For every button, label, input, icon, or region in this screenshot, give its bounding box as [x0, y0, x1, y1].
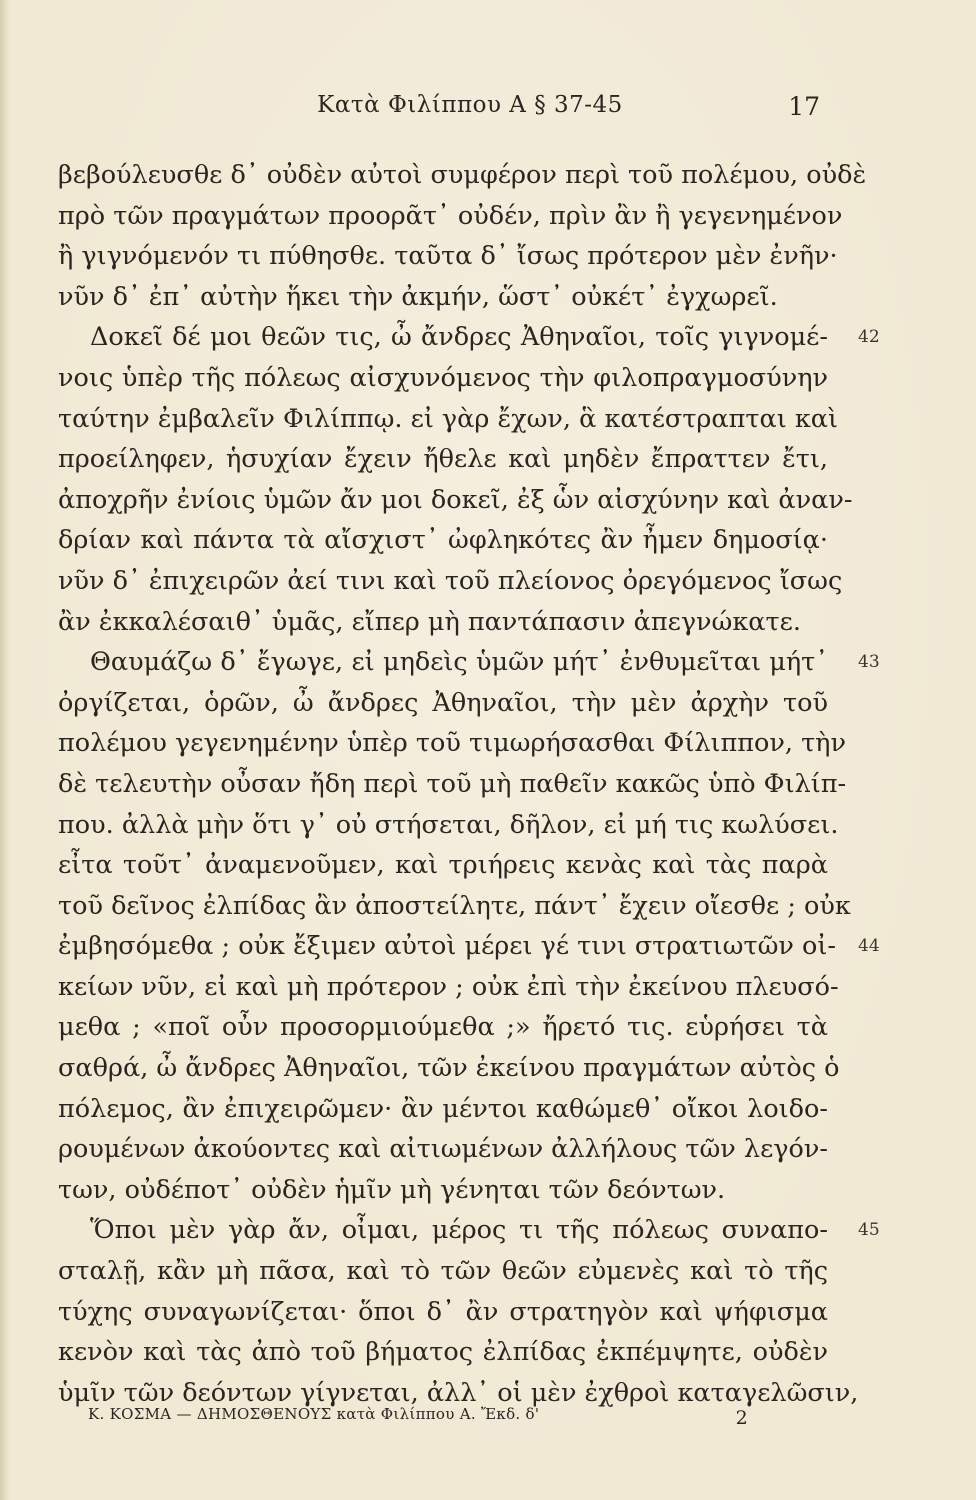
text-line: τοῦ δεῖνος ἐλπίδας ἂν ἀποστείλητε, πάντ᾿ ἔχειν οἴεσθε ; οὐκ	[58, 890, 851, 921]
text-line-content: Ὅποι μὲν γὰρ ἄν, οἶμαι, μέρος τι τῆς πόλεως συναπο-	[90, 1215, 828, 1246]
text-line: κείων νῦν, εἰ καὶ μὴ πρότερον ; οὐκ ἐπὶ τὴν ἐκείνου πλευσό-	[58, 971, 839, 1002]
text-line	[58, 317, 880, 358]
section-number-42: 42	[858, 327, 880, 348]
text-line: εἶτα τοῦτ᾿ ἀναμενοῦμεν, καὶ τριήρεις κενὰς καὶ τὰς παρὰ	[58, 850, 828, 881]
text-line: νῦν δ᾿ ἐπ᾿ αὐτὴν ἥκει τὴν ἀκμήν, ὥστ᾿ οὐκέτ᾿ ἐγχωρεῖ.	[58, 281, 778, 312]
section-number-43: 43	[858, 652, 880, 673]
text-line: δὲ τελευτὴν οὖσαν ἤδη περὶ τοῦ μὴ παθεῖν κακῶς ὑπὸ Φιλίπ-	[58, 768, 847, 799]
text-line: προείληφεν, ἡσυχίαν ἔχειν ἤθελε καὶ μηδὲν ἔπραττεν ἔτι,	[58, 444, 828, 475]
text-line: τύχης συναγωνίζεται· ὅποι δ᾿ ἂν στρατηγὸν καὶ ψήφισμα	[58, 1296, 828, 1327]
footer-imprint: Κ. ΚΟΣΜΑ — ΔΗΜΟΣΘΕΝΟΥΣ κατὰ Φιλίππου Α. Ἔκδ. δ'	[88, 1405, 540, 1423]
text-block	[58, 155, 880, 1413]
text-line: μεθα ; «ποῖ οὖν προσορμιούμεθα ;» ἤρετό τις. εὑρήσει τὰ	[58, 1012, 828, 1043]
text-line: που. ἀλλὰ μὴν ὅτι γ᾿ οὐ στήσεται, δῆλον, εἰ μή τις κωλύσει.	[58, 809, 839, 840]
text-line-content: Θαυμάζω δ᾿ ἔγωγε, εἰ μηδεὶς ὑμῶν μήτ᾿ ἐνθυμεῖται μήτ᾿	[90, 647, 828, 678]
text-line: ὀργίζεται, ὁρῶν, ὦ ἄνδρες Ἀθηναῖοι, τὴν μὲν ἀρχὴν τοῦ	[58, 687, 828, 718]
text-line: σαθρά, ὦ ἄνδρες Ἀθηναῖοι, τῶν ἐκείνου πραγμάτων αὐτὸς ὁ	[58, 1053, 840, 1084]
text-line: πόλεμος, ἂν ἐπιχειρῶμεν· ἂν μέντοι καθώμεθ᾿ οἴκοι λοιδο-	[58, 1093, 828, 1124]
text-line-content: ἐμβησόμεθα ; οὐκ ἔξιμεν αὐτοὶ μέρει γέ τινι στρατιωτῶν οἰ-	[58, 931, 836, 962]
signature-mark: 2	[735, 1407, 748, 1429]
running-title: Κατὰ Φιλίππου Α § 37-45	[317, 92, 623, 118]
text-line: ταύτην ἐμβαλεῖν Φιλίππῳ. εἰ γὰρ ἔχων, ἃ κατέστραπται καὶ	[58, 403, 838, 434]
text-line: πρὸ τῶν πραγμάτων προορᾶτ᾿ οὐδέν, πρὶν ἂν ἢ γεγενημένον	[58, 200, 843, 231]
text-line: ὑμῖν τῶν δεόντων γίγνεται, ἀλλ᾿ οἱ μὲν ἐχθροὶ καταγελῶσιν,	[58, 1377, 859, 1408]
text-line: ἀποχρῆν ἐνίοις ὑμῶν ἄν μοι δοκεῖ, ἐξ ὧν αἰσχύνην καὶ ἀναν-	[58, 484, 853, 515]
text-line: σταλῇ, κἂν μὴ πᾶσα, καὶ τὸ τῶν θεῶν εὐμενὲς καὶ τὸ τῆς	[58, 1256, 828, 1287]
binding-edge	[0, 0, 10, 1500]
text-line	[58, 1210, 880, 1251]
text-line: ἂν ἐκκαλέσαιθ᾿ ὑμᾶς, εἴπερ μὴ παντάπασιν ἀπεγνώκατε.	[58, 606, 801, 637]
text-line: δρίαν καὶ πάντα τὰ αἴσχιστ᾿ ὠφληκότες ἂν ἦμεν δημοσίᾳ·	[58, 525, 828, 556]
footer	[88, 1405, 828, 1435]
text-line: πολέμου γεγενημένην ὑπὲρ τοῦ τιμωρήσασθαι Φίλιππον, τὴν	[58, 728, 846, 759]
text-line: ρουμένων ἀκούοντες καὶ αἰτιωμένων ἀλλήλους τῶν λεγόν-	[58, 1134, 828, 1165]
text-line: των, οὐδέποτ᾿ οὐδὲν ἡμῖν μὴ γένηται τῶν δεόντων.	[58, 1174, 726, 1205]
section-number-44: 44	[858, 936, 880, 957]
text-line	[58, 926, 880, 967]
text-line	[58, 642, 880, 683]
text-line-content: Δοκεῖ δέ μοι θεῶν τις, ὦ ἄνδρες Ἀθηναῖοι, τοῖς γιγνομέ-	[90, 322, 828, 353]
text-line: νῦν δ᾿ ἐπιχειρῶν ἀεί τινι καὶ τοῦ πλείονος ὀρεγόμενος ἴσως	[58, 565, 843, 596]
text-line: κενὸν καὶ τὰς ἀπὸ τοῦ βήματος ἐλπίδας ἐκπέμψητε, οὐδὲν	[58, 1337, 828, 1368]
running-head	[100, 92, 840, 132]
text-line: νοις ὑπὲρ τῆς πόλεως αἰσχυνόμενος τὴν φιλοπραγμοσύνην	[58, 362, 828, 393]
section-number-45: 45	[858, 1220, 880, 1241]
page-number: 17	[788, 92, 820, 121]
text-line: βεβούλευσθε δ᾿ οὐδὲν αὐτοὶ συμφέρον περὶ τοῦ πολέμου, οὐδὲ	[58, 160, 867, 190]
text-line: ἢ γιγνόμενόν τι πύθησθε. ταῦτα δ᾿ ἴσως πρότερον μὲν ἐνῆν·	[58, 241, 838, 272]
